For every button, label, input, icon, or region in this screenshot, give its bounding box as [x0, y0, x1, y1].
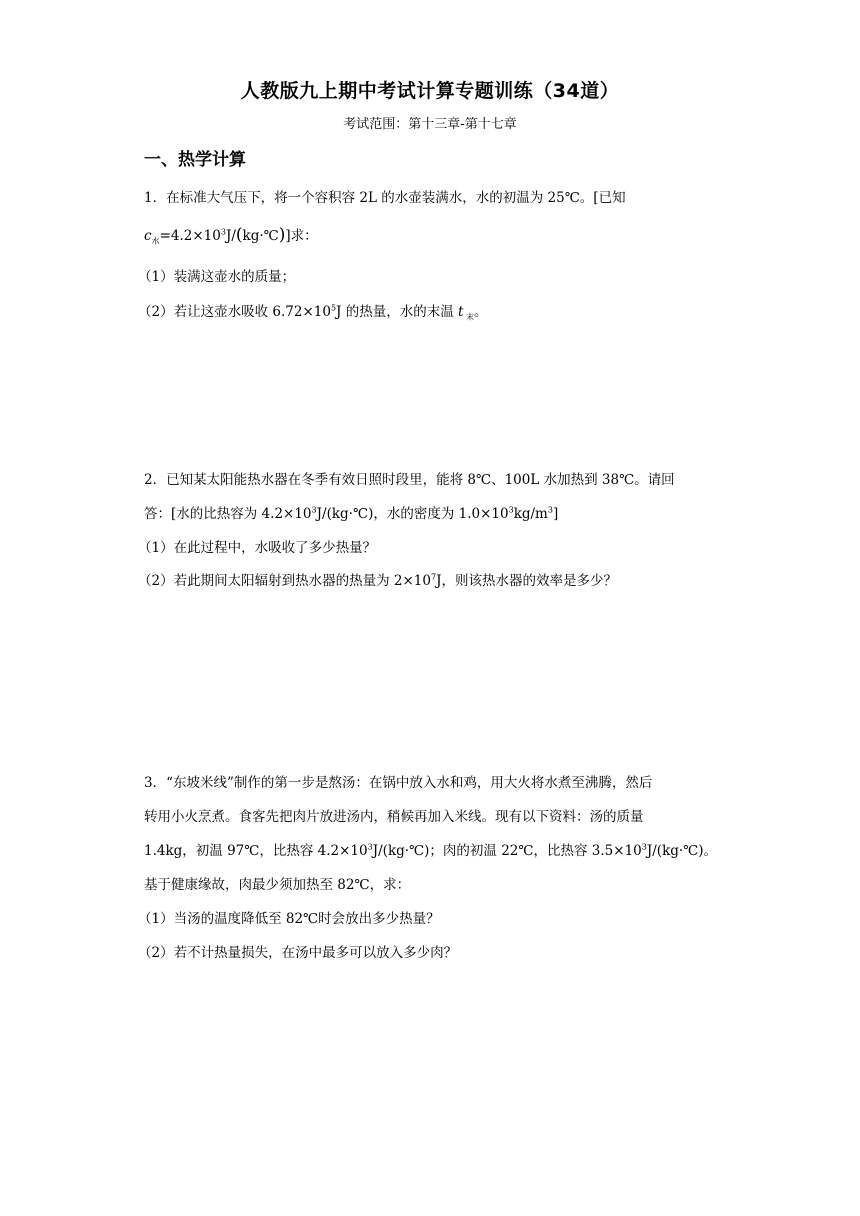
- q1-line1: 1．在标准大气压下，将一个容积容 2L 的水壶装满水，水的初温为 25℃。[已知: [144, 190, 626, 206]
- q2-line2: 答：[水的比热容为 $4.2\times 10^3J/(kg\cdot℃)$，水的密度为 $1.0\times 10^3kg/m^3$]: [144, 505, 559, 522]
- q1-c-exponent: 3: [220, 227, 226, 237]
- q3-line3: 1.4kg，初温 97℃，比热容 $4.2\times 10^3J/(kg\cdot℃)$；肉的初温 22℃，比热容 $3.5\times 10^3J/(kg\cdot℃)$。: [144, 842, 718, 859]
- q2-line1: 2．已知某太阳能热水器在冬季有效日照时段里，能将 8℃、100L 水加热到 38℃。请回: [144, 472, 675, 488]
- q1-c-symbol: c: [144, 228, 152, 244]
- q1-c-value: =4.2×10: [159, 228, 221, 244]
- q1-part2: （2）若让这壶水吸收 $6.72\times 10^5J$ 的热量，水的末温 t $_末$。: [138, 303, 488, 322]
- page-title: 人教版九上期中考试计算专题训练（34道）: [240, 80, 620, 102]
- q1-c-unit-a: J/: [225, 228, 236, 244]
- q1-part1: （1）装满这壶水的质量；: [138, 269, 296, 285]
- q1-formula-line: $c_水=4.2\times 10^3J/(kg\cdot℃)$]求：: [144, 225, 318, 246]
- q1-c-tail: ]求：: [285, 228, 318, 244]
- section-heading: 一、热学计算: [144, 150, 246, 170]
- q3-line2: 转用小火烹煮。食客先把肉片放进汤内，稍候再加入米线。现有以下资料：汤的质量: [144, 809, 644, 825]
- q3-part1: （1）当汤的温度降低至 82℃时会放出多少热量？: [138, 911, 440, 927]
- q1-c-unit-b: kg·℃: [242, 228, 279, 244]
- q3-line4: 基于健康缘故，肉最少须加热至 82℃，求：: [144, 877, 411, 893]
- q1-c-subscript: 水: [151, 236, 160, 246]
- exam-scope: 考试范围：第十三章-第十七章: [343, 117, 517, 132]
- q2-part2: （2）若此期间太阳辐射到热水器的热量为 $2\times 10^7J$，则该热水器的效率是多少？: [138, 572, 617, 589]
- q2-part1: （1）在此过程中，水吸收了多少热量？: [138, 540, 377, 556]
- q3-line1: 3．“东坡米线”制作的第一步是熬汤：在锅中放入水和鸡，用大火将水煮至沸腾，然后: [144, 775, 653, 791]
- q3-part2: （2）若不计热量损失，在汤中最多可以放入多少肉？: [138, 945, 458, 961]
